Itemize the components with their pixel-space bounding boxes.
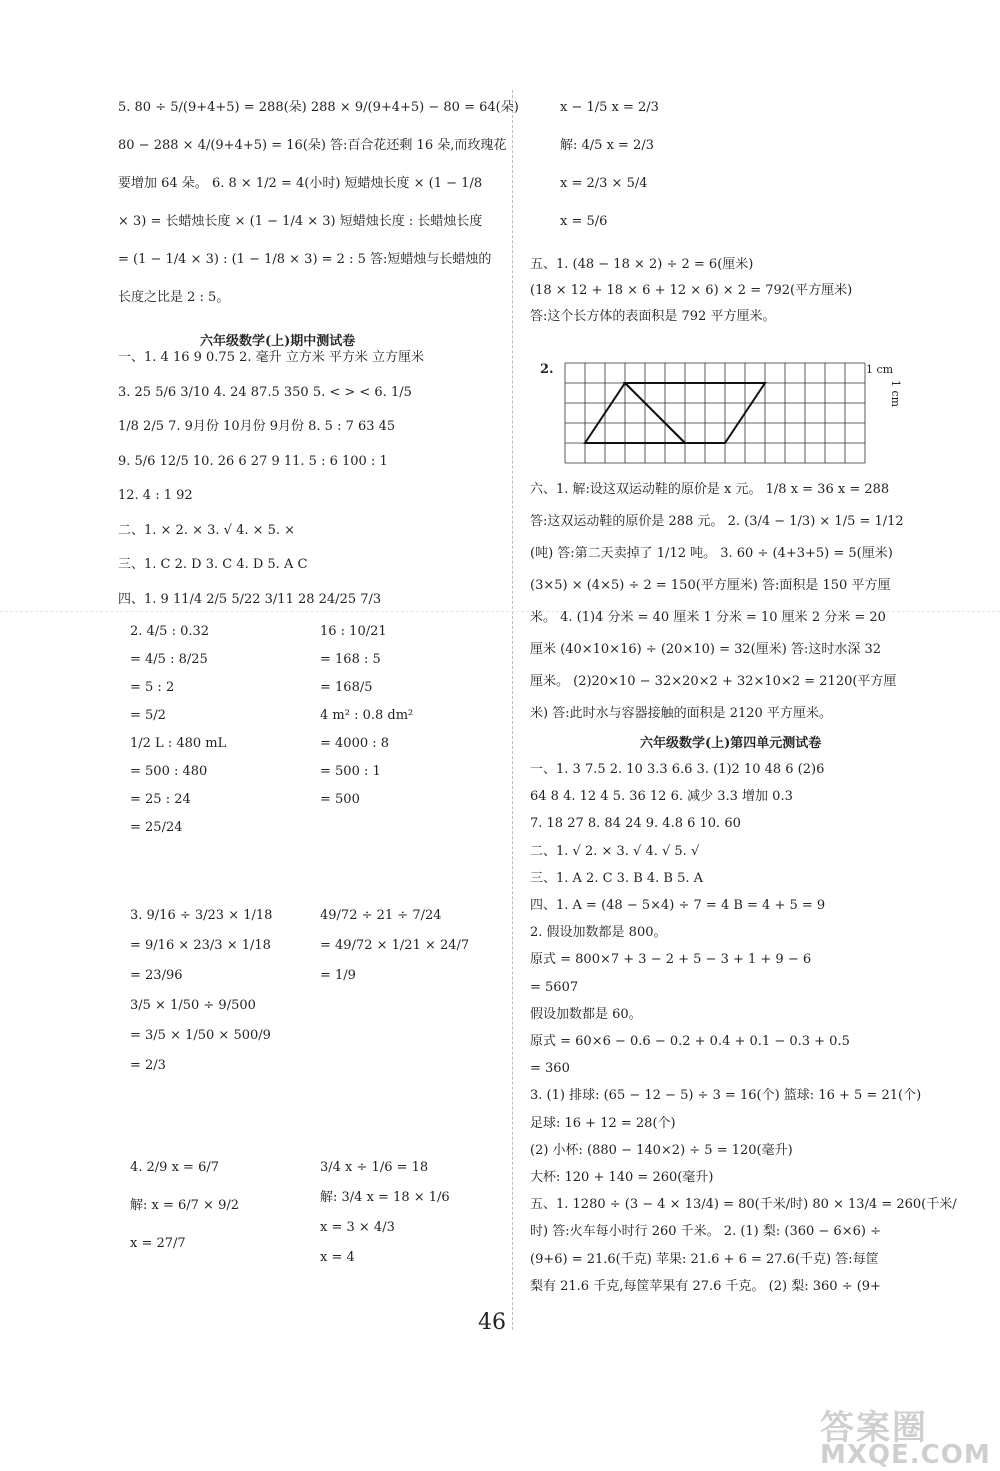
answer-line: 五、1. 1280 ÷ (3 − 4 × 13/4) = 80(千米/时) 80 × 13/4 = 260(千米/ (530, 1197, 957, 1213)
calc-line: 3. 9/16 ÷ 3/23 × 1/18 (130, 908, 273, 923)
answer-line: 二、1. × 2. × 3. √ 4. × 5. × (118, 522, 296, 538)
calc-line: = 25 : 24 (130, 792, 191, 807)
calc-line: = 1/9 (320, 968, 356, 983)
answer-line: 3. 25 5/6 3/10 4. 24 87.5 350 5. < > < 6. 1/5 (118, 384, 412, 400)
answer-line: (9+6) = 21.6(千克) 苹果: 21.6 + 6 = 27.6(千克) 答:每筐 (530, 1251, 879, 1267)
answer-line: 大杯: 120 + 140 = 260(毫升) (530, 1170, 714, 1185)
column-divider (512, 90, 513, 1330)
answer-line: 答:这双运动鞋的原价是 288 元。 2. (3/4 − 1/3) × 1/5 = 1/12 (530, 514, 904, 529)
calc-line: 3/5 × 1/50 ÷ 9/500 (130, 998, 256, 1013)
answer-line: × 3) = 长蜡烛长度 × (1 − 1/4 × 3) 短蜡烛长度 : 长蜡烛长度 (118, 214, 483, 229)
calc-line: = 500 : 1 (320, 764, 381, 779)
calc-line: = 49/72 × 1/21 × 24/7 (320, 938, 470, 953)
grid-figure (560, 355, 890, 475)
calc-line: = 168 : 5 (320, 652, 381, 667)
calc-line: = 23/96 (130, 968, 183, 983)
answer-line: 7. 18 27 8. 84 24 9. 4.8 6 10. 60 (530, 816, 741, 832)
unit-horizontal-label: 1 cm (866, 363, 894, 376)
answer-line: = 5607 (530, 979, 579, 995)
calc-line: = 3/5 × 1/50 × 500/9 (130, 1028, 271, 1043)
calc-line: = 2/3 (130, 1058, 166, 1073)
answer-line: = (1 − 1/4 × 3) : (1 − 1/8 × 3) = 2 : 5 答:短蜡烛与长蜡烛的 (118, 252, 492, 267)
answer-line: (3×5) × (4×5) ÷ 2 = 150(平方厘米) 答:面积是 150 平方厘 (530, 578, 891, 593)
answer-line: 9. 5/6 12/5 10. 26 6 27 9 11. 5 : 6 100 : 1 (118, 453, 388, 469)
answer-line: 三、1. C 2. D 3. C 4. D 5. A C (118, 557, 308, 572)
answer-line: 六、1. 解:设这双运动鞋的原价是 x 元。 1/8 x = 36 x = 288 (530, 482, 890, 497)
calc-line: x = 3 × 4/3 (320, 1220, 395, 1235)
calc-line: = 4000 : 8 (320, 736, 390, 751)
answer-line: 要增加 64 朵。 6. 8 × 1/2 = 4(小时) 短蜡烛长度 × (1 − 1/8 (118, 176, 483, 191)
answer-line: 原式 = 800×7 + 3 − 2 + 5 − 3 + 1 + 9 − 6 (530, 952, 812, 968)
answer-line: 二、1. √ 2. × 3. √ 4. √ 5. √ (530, 843, 700, 859)
answer-line: 长度之比是 2 : 5。 (118, 290, 230, 305)
answer-line: 假设加数都是 60。 (530, 1006, 642, 1022)
answer-line: 原式 = 60×6 − 0.6 − 0.2 + 0.4 + 0.1 − 0.3 + 0.5 (530, 1034, 850, 1049)
calc-line: = 168/5 (320, 680, 373, 695)
answer-line: 5. 80 ÷ 5/(9+4+5) = 288(朵) 288 × 9/(9+4+5) − 80 = 64(朵) (118, 100, 519, 115)
answer-line: x = 5/6 (560, 214, 608, 229)
calc-line: 16 : 10/21 (320, 624, 387, 639)
answer-line: 五、1. (48 − 18 × 2) ÷ 2 = 6(厘米) (530, 257, 754, 272)
answer-line: 64 8 4. 12 4 5. 36 12 6. 减少 3.3 增加 0.3 (530, 789, 793, 805)
answer-line: x = 2/3 × 5/4 (560, 176, 648, 191)
calc-line: = 5/2 (130, 708, 166, 723)
answer-line: 3. (1) 排球: (65 − 12 − 5) ÷ 3 = 16(个) 篮球: 16 + 5 = 21(个) (530, 1088, 922, 1104)
watermark-url: MXQE.COM (820, 1440, 991, 1470)
unit-vertical-label: 1 cm (889, 380, 902, 408)
answer-line: 答:这个长方体的表面积是 792 平方厘米。 (530, 309, 776, 324)
section-title-midterm: 六年级数学(上)期中测试卷 (200, 334, 356, 349)
parallelogram-shape (625, 383, 765, 443)
answer-line: 米) 答:此时水与容器接触的面积是 2120 平方厘米。 (530, 706, 832, 721)
answer-line: (2) 小杯: (880 − 140×2) ÷ 5 = 120(毫升) (530, 1142, 793, 1158)
calc-line: = 500 : 480 (130, 764, 208, 779)
answer-line: x − 1/5 x = 2/3 (560, 100, 659, 115)
calc-line: = 4/5 : 8/25 (130, 652, 208, 667)
calc-line: = 5 : 2 (130, 680, 175, 695)
answer-line: 1/8 2/5 7. 9月份 10月份 9月份 8. 5 : 7 63 45 (118, 419, 396, 434)
answer-line: 米。 4. (1)4 分米 = 40 厘米 1 分米 = 10 厘米 2 分米 = 20 (530, 610, 886, 625)
answer-line: (吨) 答:第二天卖掉了 1/12 吨。 3. 60 ÷ (4+3+5) = 5(厘米) (530, 546, 893, 561)
answer-line: 12. 4 : 1 92 (118, 488, 193, 503)
calc-line: 49/72 ÷ 21 ÷ 7/24 (320, 908, 442, 923)
answer-line: 80 − 288 × 4/(9+4+5) = 16(朵) 答:百合花还剩 16 朵,而玫瑰花 (118, 138, 507, 153)
answer-line: 厘米 (40×10×16) ÷ (20×10) = 32(厘米) 答:这时水深 32 (530, 642, 881, 657)
answer-line: 四、1. 9 11/4 2/5 5/22 3/11 28 24/25 7/3 (118, 591, 382, 607)
calc-line: 4 m² : 0.8 dm² (320, 708, 414, 723)
answer-line: 足球: 16 + 12 = 28(个) (530, 1115, 676, 1131)
answer-line: = 360 (530, 1061, 570, 1077)
answer-line: (18 × 12 + 18 × 6 + 12 × 6) × 2 = 792(平方厘米) (530, 283, 853, 298)
grid-question-label: 2. (540, 362, 554, 377)
calc-line: 3/4 x ÷ 1/6 = 18 (320, 1160, 429, 1175)
answer-line: 一、1. 4 16 9 0.75 2. 毫升 立方米 平方米 立方厘米 (118, 350, 425, 365)
calc-line: = 9/16 × 23/3 × 1/18 (130, 938, 271, 953)
calc-line: 4. 2/9 x = 6/7 (130, 1160, 220, 1175)
calc-line: x = 4 (320, 1250, 355, 1265)
calc-line: 解: x = 6/7 × 9/2 (130, 1198, 240, 1213)
watermark-logo: 答案圈 (820, 1408, 928, 1448)
calc-line: = 25/24 (130, 820, 183, 835)
answer-line: 2. 假设加数都是 800。 (530, 925, 667, 941)
calc-line: 1/2 L : 480 mL (130, 736, 227, 751)
answer-line: 时) 答:火车每小时行 260 千米。 2. (1) 梨: (360 − 6×6) ÷ (530, 1224, 881, 1240)
answer-line: 三、1. A 2. C 3. B 4. B 5. A (530, 870, 704, 886)
calc-line: = 500 (320, 792, 360, 807)
answer-line: 厘米。 (2)20×10 − 32×20×2 + 32×10×2 = 2120(平方厘 (530, 674, 897, 689)
answer-line: 一、1. 3 7.5 2. 10 3.3 6.6 3. (1)2 10 48 6 (2)6 (530, 762, 825, 777)
calc-line: x = 27/7 (130, 1236, 186, 1251)
section-title-unit4: 六年级数学(上)第四单元测试卷 (640, 736, 822, 751)
answer-line: 梨有 21.6 千克,每筐苹果有 27.6 千克。 (2) 梨: 360 ÷ (9+ (530, 1278, 881, 1294)
calc-line: 解: 3/4 x = 18 × 1/6 (320, 1190, 450, 1205)
answer-line: 四、1. A = (48 − 5×4) ÷ 7 = 4 B = 4 + 5 = 9 (530, 898, 826, 913)
calc-line: 2. 4/5 : 0.32 (130, 624, 210, 639)
answer-line: 解: 4/5 x = 2/3 (560, 138, 654, 153)
page-number: 46 (478, 1310, 506, 1335)
